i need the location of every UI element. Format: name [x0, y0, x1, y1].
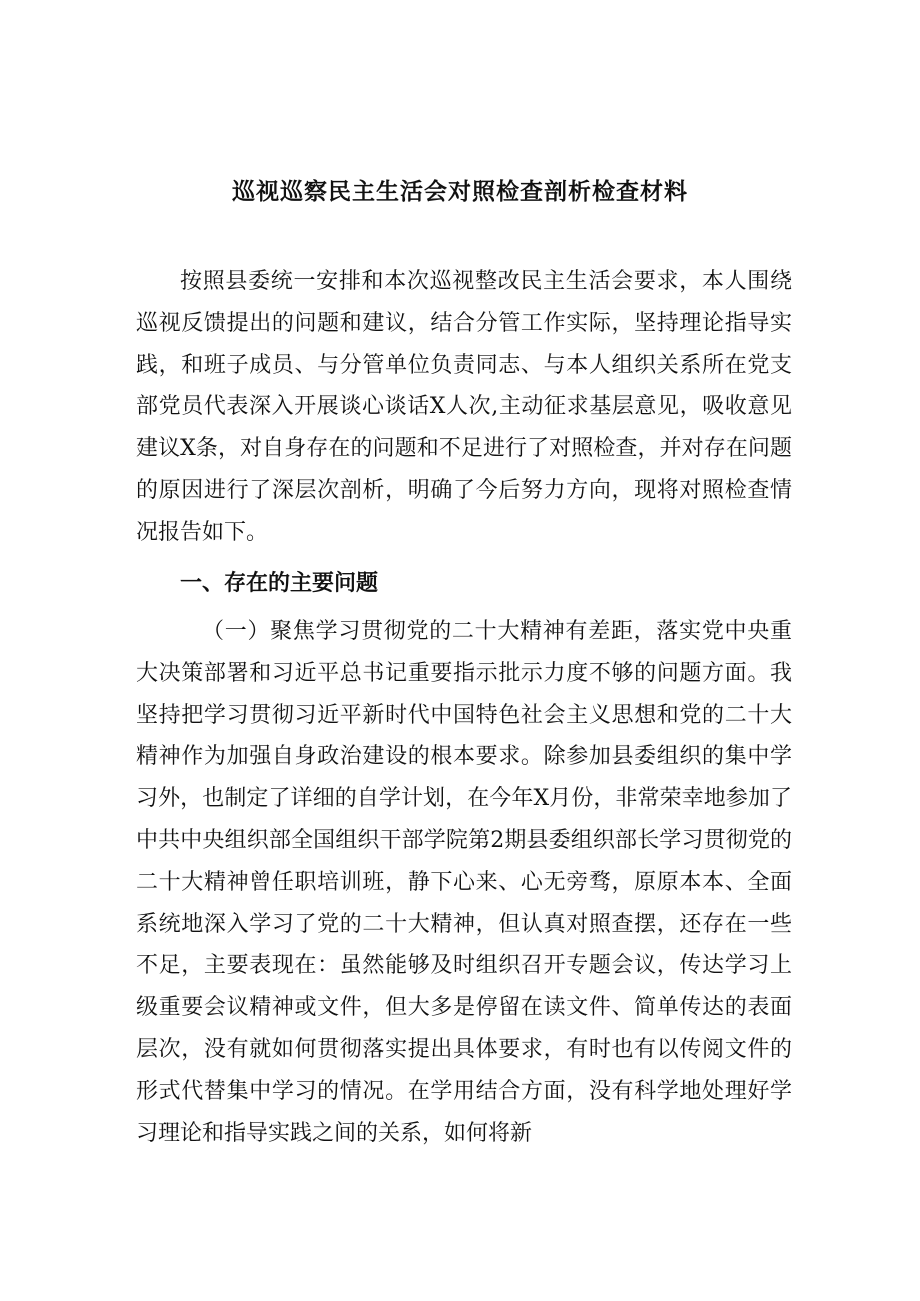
section-heading: 一、存在的主要问题 — [180, 571, 379, 596]
subsection-heading: （一）聚焦学习贯彻党的二十大精神有差距，落实党中央重大决策部署和习近平总书记重要指示批示力度不够的问题方面。 — [136, 619, 792, 686]
intro-paragraph: 按照县委统一安排和本次巡视整改民主生活会要求，本人围绕巡视反馈提出的问题和建议，结合分管工作实际，坚持理论指导实践，和班子成员、与分管单位负责同志、与本人组织关系所在党支部党员代表深入开展谈心谈话X人次,主动征求基层意见，吸收意见建议X条，对自身存在的问题和不足进行了对照检查，并对存在问题的原因进行了深层次剖析，明确了今后努力方向，现将对照检查情况报告如下。 — [136, 269, 792, 545]
subsection-paragraph — [136, 611, 792, 1154]
document-title: 巡视巡察民主生活会对照检查剖析检查材料 — [232, 179, 688, 205]
subsection-body: 我坚持把学习贯彻习近平新时代中国特色社会主义思想和党的二十大精神作为加强自身政治建设的根本要求。除参加县委组织的集中学习外，也制定了详细的自学计划，在今年X月份，非常荣幸地参加了中共中央组织部全国组织干部学院第2期县委组织部长学习贯彻党的二十大精神曾任职培训班，静下心来、心无旁骛，原原本本、全面系统地深入学习了党的二十大精神，但认真对照查摆，还存在一些不足，主要表现在：虽然能够及时组织召开专题会议，传达学习上级重要会议精神或文件，但大多是停留在读文件、简单传达的表面层次，没有就如何贯彻落实提出具体要求，有时也有以传阅文件的形式代替集中学习的情况。在学用结合方面，没有科学地处理好学习理论和指导实践之间的关系，如何将新 — [136, 660, 792, 1146]
